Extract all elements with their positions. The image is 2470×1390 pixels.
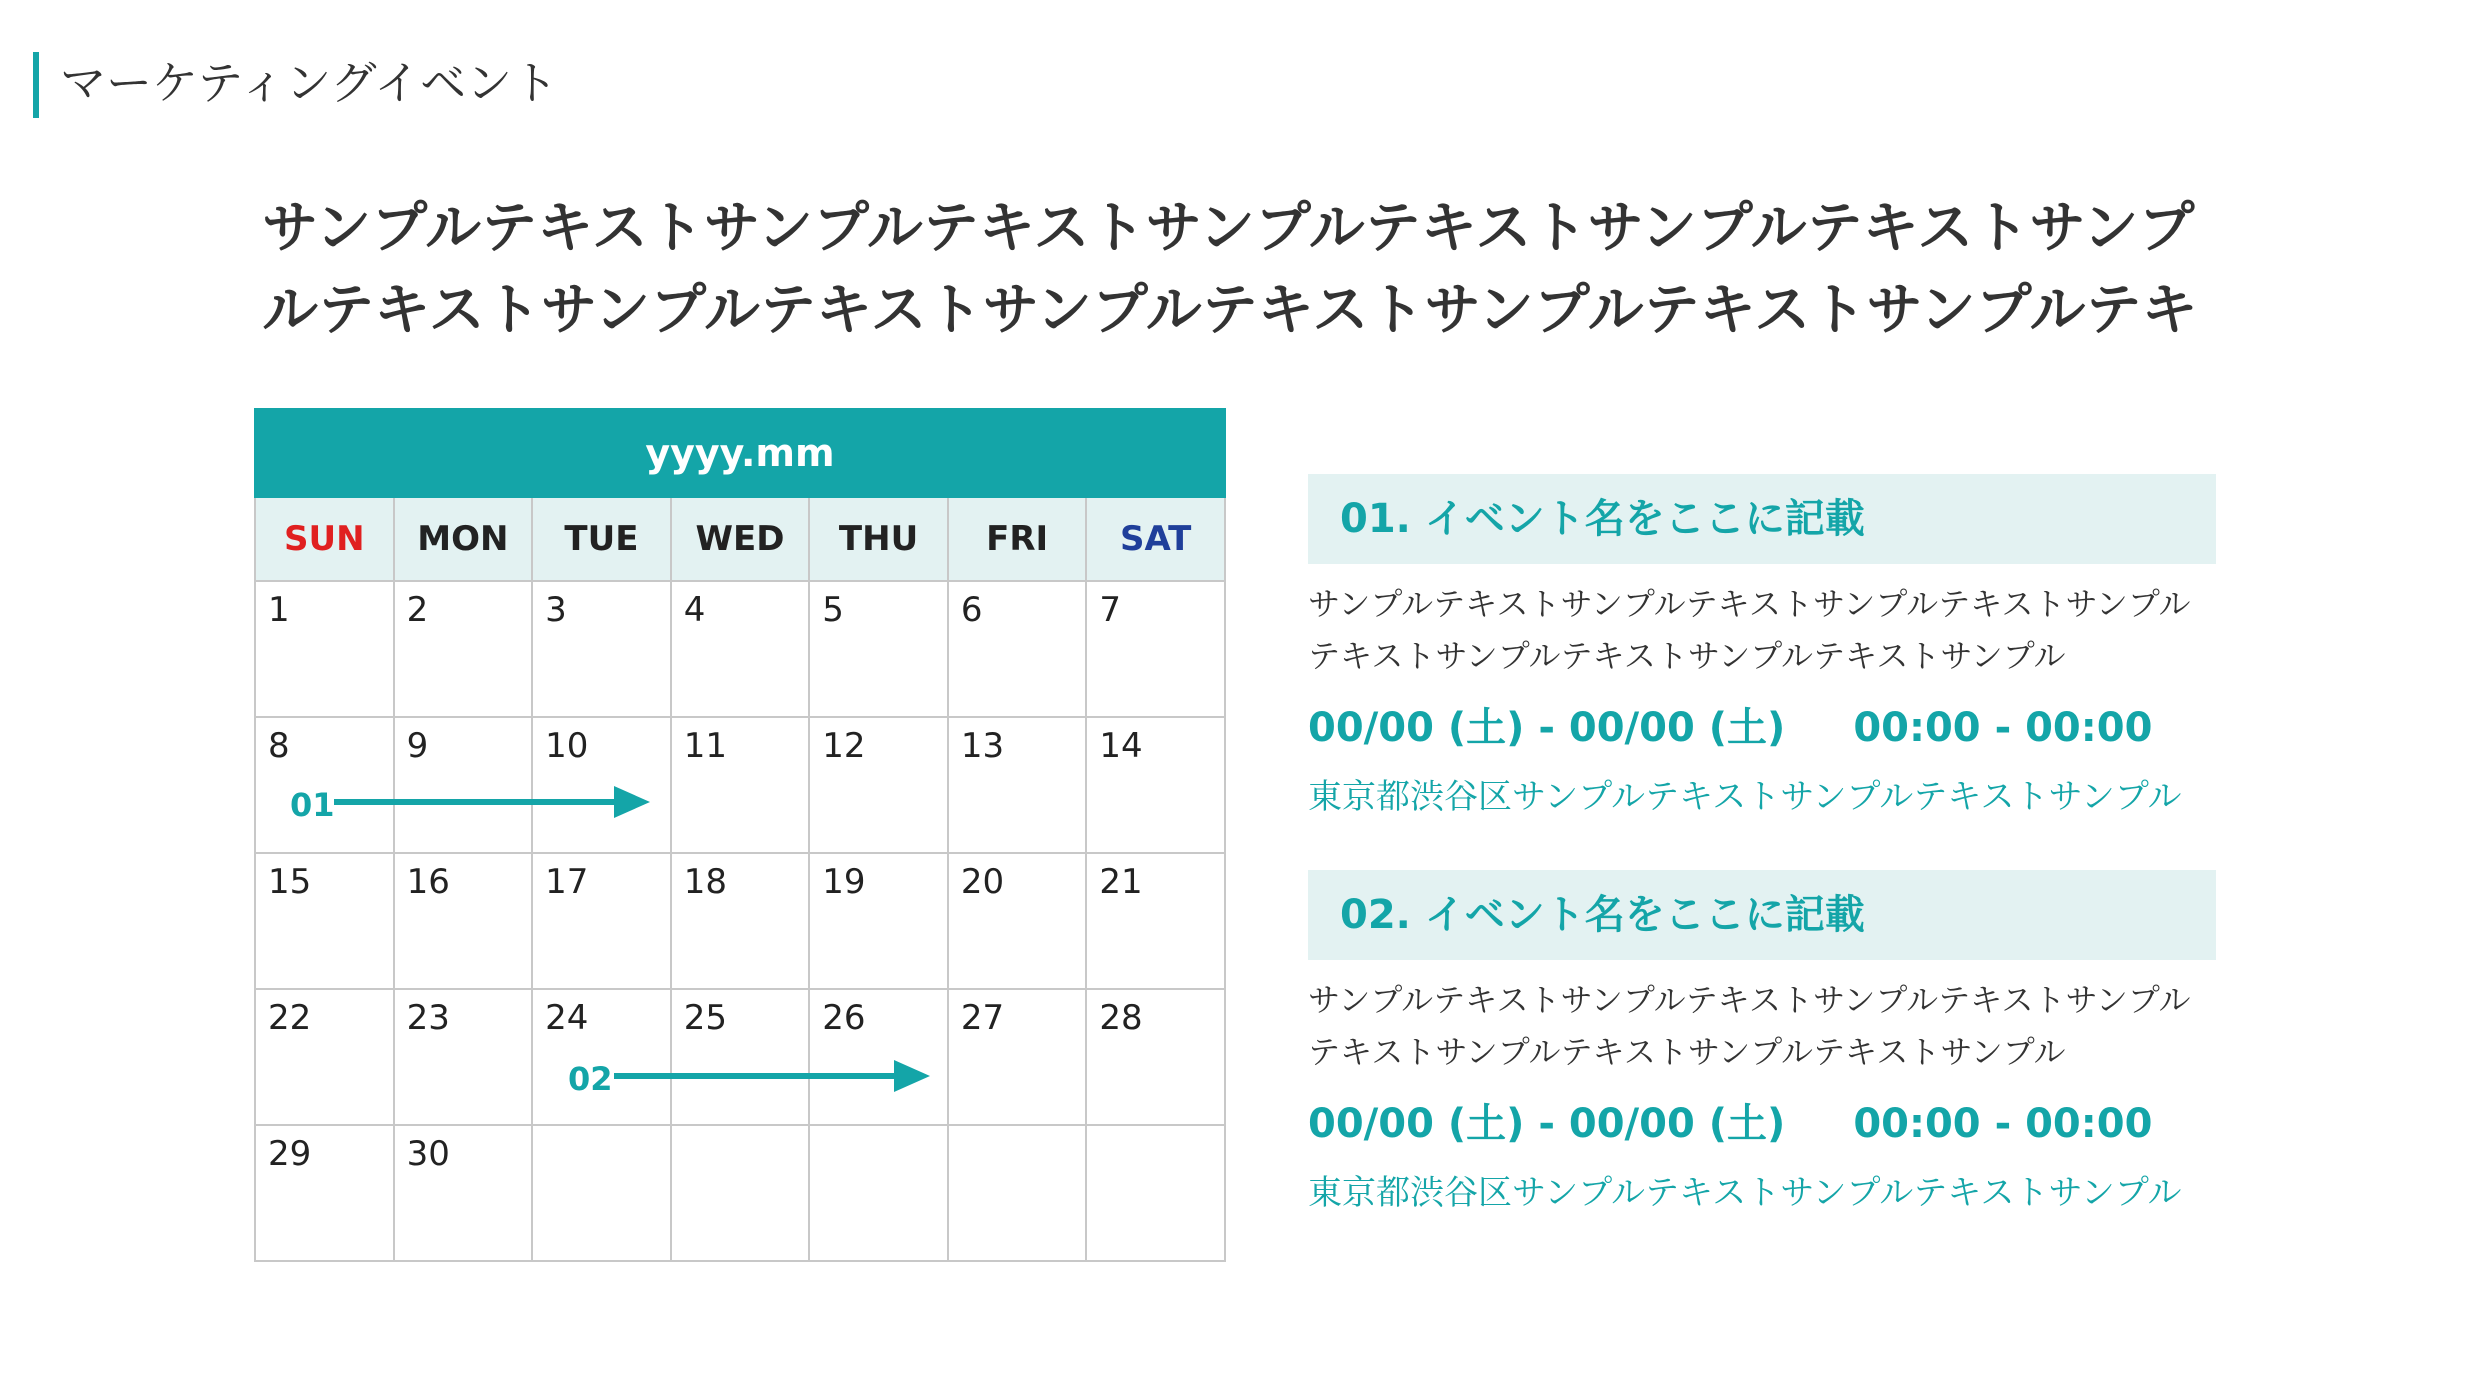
event-marker-label-02: 02	[568, 1060, 613, 1098]
day-cell: 9	[395, 718, 534, 854]
title-accent-bar	[33, 52, 39, 118]
day-cell: 13	[949, 718, 1088, 854]
day-cell: 30	[395, 1126, 534, 1262]
weekday-mon: MON	[395, 498, 534, 582]
weekday-sun: SUN	[256, 498, 395, 582]
calendar	[254, 408, 1226, 1262]
event-time-range: 00:00 ‐ 00:00	[1853, 705, 2153, 751]
event-block-01	[1308, 474, 2216, 818]
weekday-thu: THU	[810, 498, 949, 582]
day-cell: 24	[533, 990, 672, 1126]
weekday-sat: SAT	[1087, 498, 1226, 582]
day-cell-empty	[810, 1126, 949, 1262]
weekday-fri: FRI	[949, 498, 1088, 582]
day-cell-empty	[1087, 1126, 1226, 1262]
calendar-grid	[254, 498, 1226, 1262]
day-cell: 26	[810, 990, 949, 1126]
day-cell: 3	[533, 582, 672, 718]
event-description: サンプルテキストサンプルテキストサンプルテキストサンプルテキストサンプルテキストサンプルテキストサンプル	[1308, 585, 2191, 675]
page-title: マーケティングイベント	[60, 56, 559, 110]
event-time-range: 00:00 ‐ 00:00	[1853, 1101, 2153, 1147]
day-cell: 29	[256, 1126, 395, 1262]
day-cell: 20	[949, 854, 1088, 990]
event-date-range: 00/00 (土) ‐ 00/00 (土)	[1308, 1101, 1786, 1147]
day-cell: 5	[810, 582, 949, 718]
day-cell: 16	[395, 854, 534, 990]
event-description: サンプルテキストサンプルテキストサンプルテキストサンプルテキストサンプルテキストサンプルテキストサンプル	[1308, 981, 2191, 1071]
day-cell: 21	[1087, 854, 1226, 990]
day-cell-empty	[949, 1126, 1088, 1262]
day-cell: 12	[810, 718, 949, 854]
day-cell: 17	[533, 854, 672, 990]
event-location: 東京都渋谷区サンプルテキストサンプルテキストサンプル	[1308, 777, 2182, 817]
day-cell: 25	[672, 990, 811, 1126]
event-arrow-01	[334, 780, 654, 824]
day-cell: 15	[256, 854, 395, 990]
day-cell: 27	[949, 990, 1088, 1126]
weekday-tue: TUE	[533, 498, 672, 582]
event-location: 東京都渋谷区サンプルテキストサンプルテキストサンプル	[1308, 1173, 2182, 1213]
day-cell: 14	[1087, 718, 1226, 854]
day-cell-empty	[533, 1126, 672, 1262]
day-cell: 10	[533, 718, 672, 854]
day-cell: 28	[1087, 990, 1226, 1126]
event-date-range: 00/00 (土) ‐ 00/00 (土)	[1308, 705, 1786, 751]
day-cell: 19	[810, 854, 949, 990]
event-heading: 01. イベント名をここに記載	[1308, 474, 2216, 564]
day-cell: 22	[256, 990, 395, 1126]
day-cell: 2	[395, 582, 534, 718]
day-cell: 11	[672, 718, 811, 854]
event-schedule	[1308, 1092, 2216, 1149]
day-cell: 18	[672, 854, 811, 990]
event-marker-label-01: 01	[290, 786, 335, 824]
event-block-02	[1308, 870, 2216, 1214]
event-schedule	[1308, 696, 2216, 753]
day-cell: 4	[672, 582, 811, 718]
day-cell-empty	[672, 1126, 811, 1262]
day-cell: 6	[949, 582, 1088, 718]
day-cell: 7	[1087, 582, 1226, 718]
event-arrow-02	[614, 1054, 934, 1098]
day-cell: 1	[256, 582, 395, 718]
calendar-month-header: yyyy.mm	[254, 408, 1226, 498]
lead-text: サンプルテキストサンプルテキストサンプルテキストサンプルテキストサンプルテキストサンプルテキストサンプルテキストサンプルテキストサンプルテキ	[262, 196, 2198, 343]
day-cell: 8	[256, 718, 395, 854]
day-cell: 23	[395, 990, 534, 1126]
event-heading: 02. イベント名をここに記載	[1308, 870, 2216, 960]
weekday-wed: WED	[672, 498, 811, 582]
